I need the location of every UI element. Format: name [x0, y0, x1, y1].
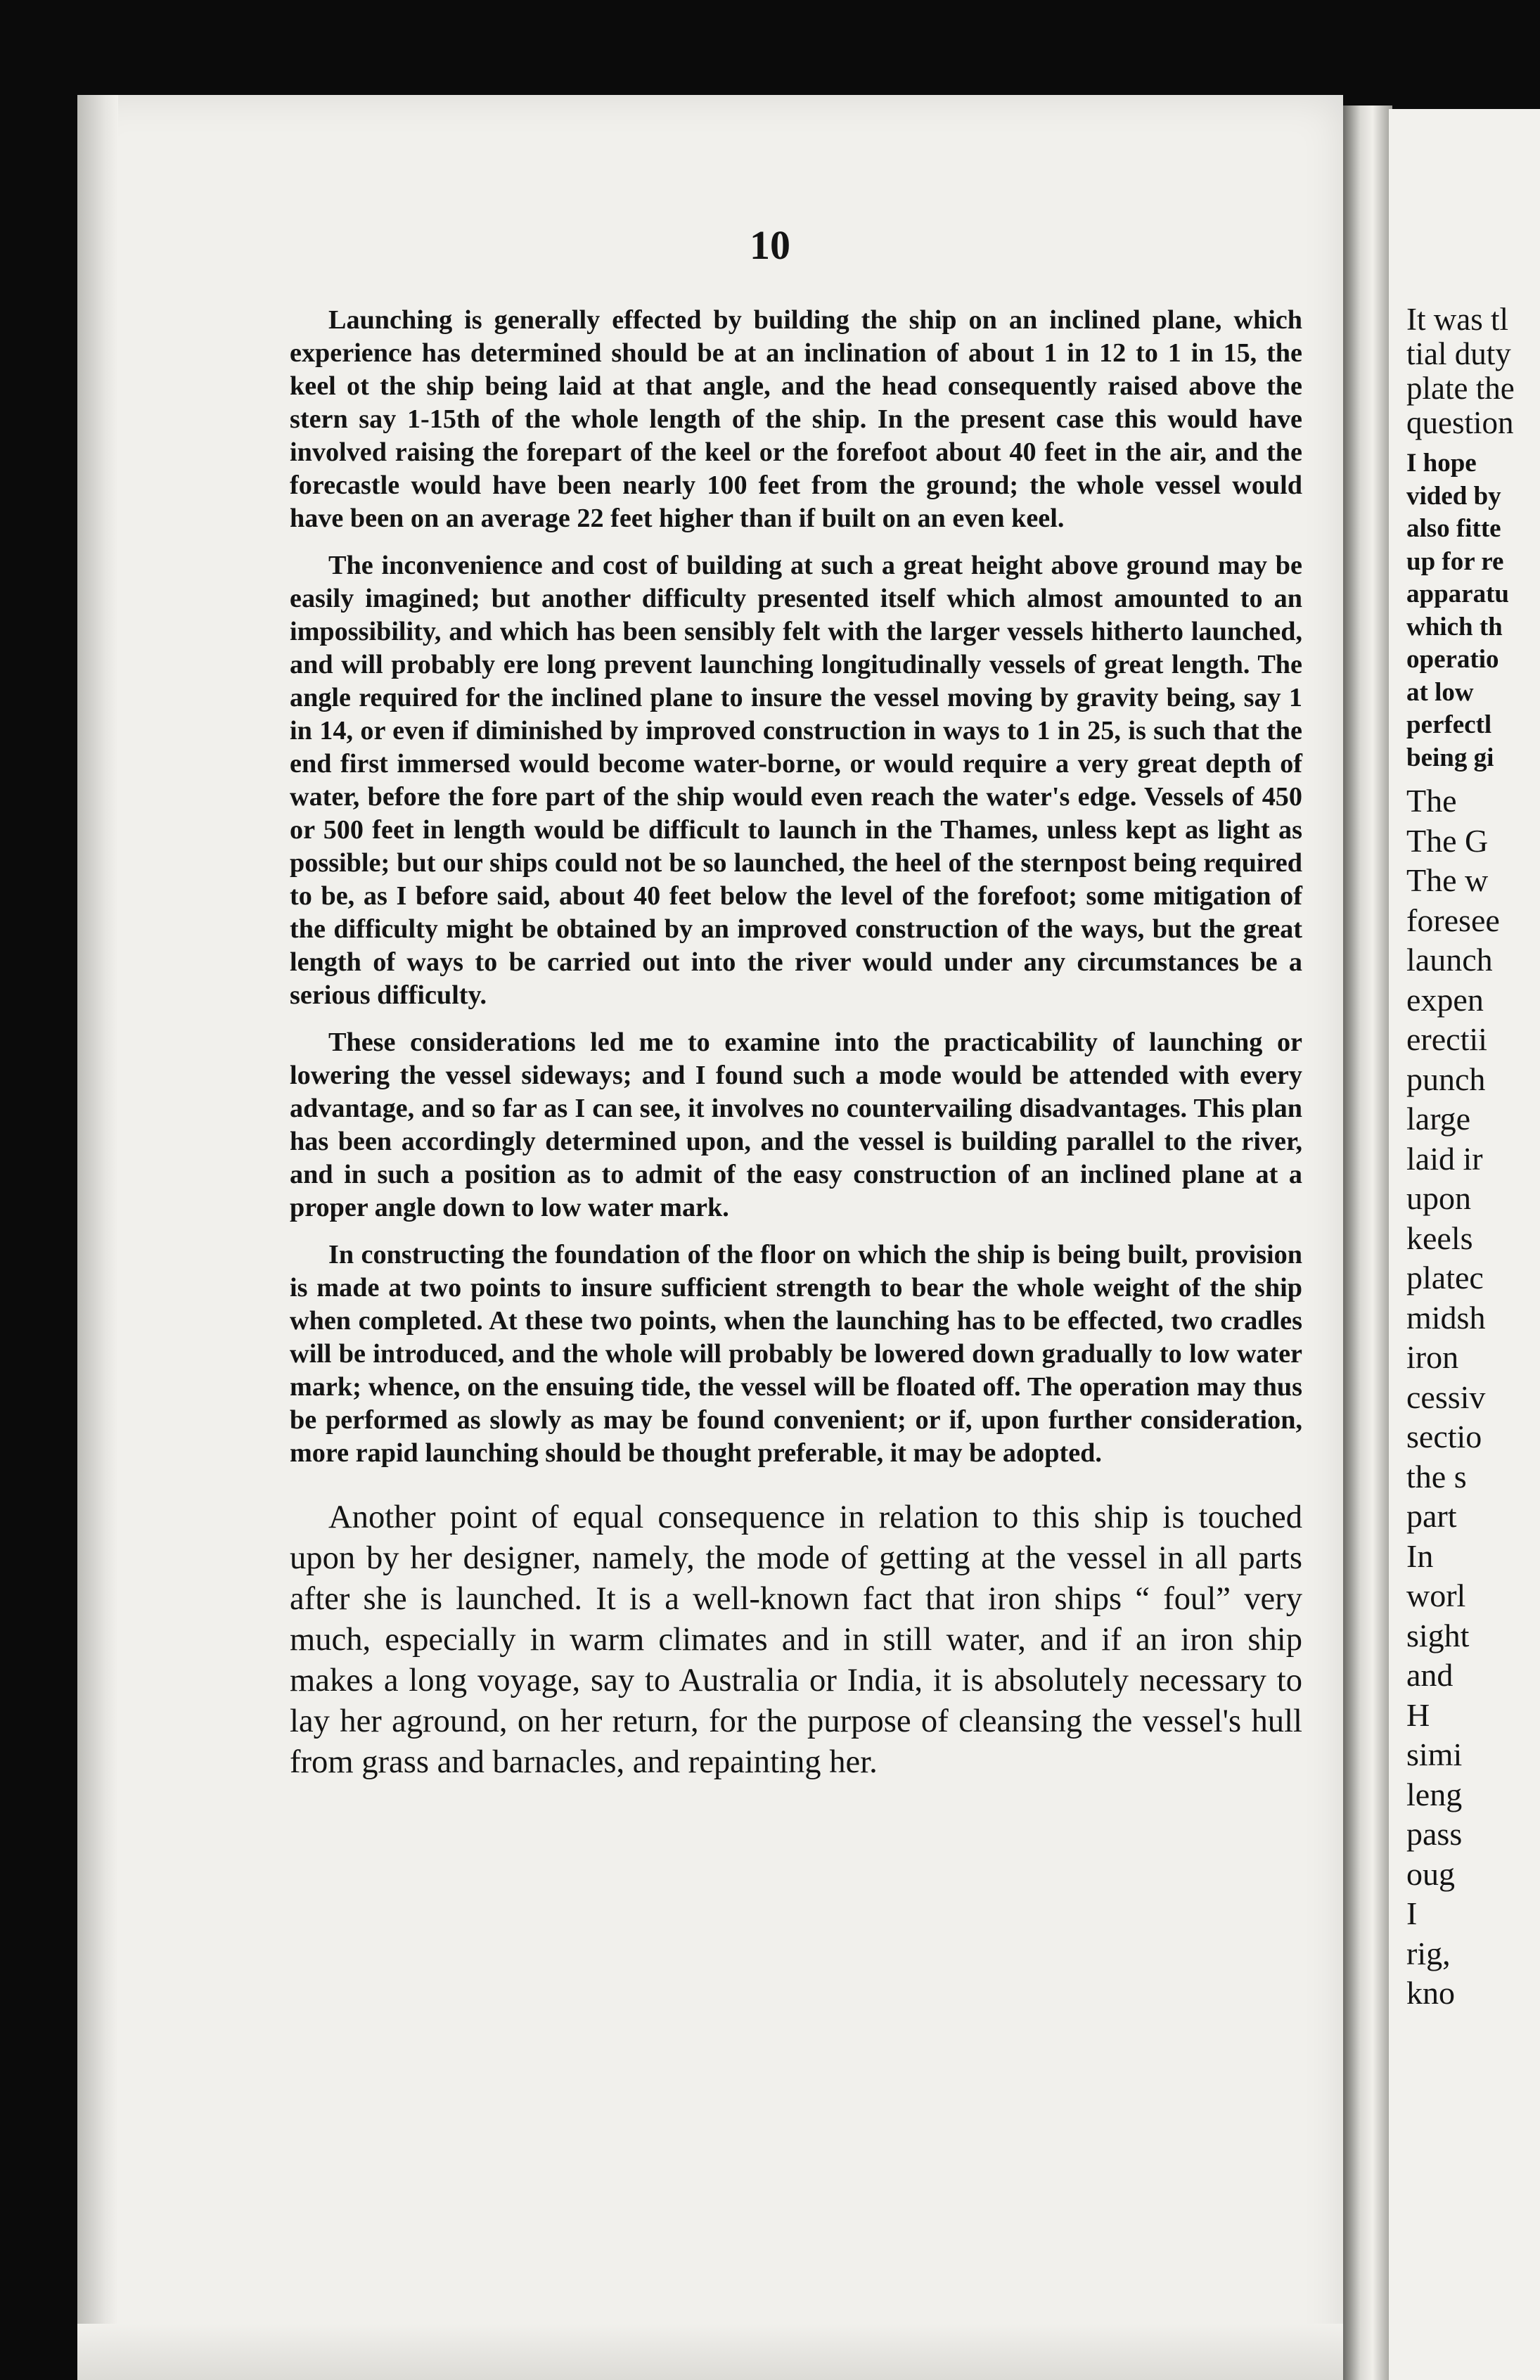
facing-line: launch: [1406, 942, 1493, 978]
facing-line: kno: [1406, 1975, 1455, 2011]
facing-line: keels: [1406, 1220, 1473, 1256]
book-gutter: [1343, 105, 1392, 2380]
facing-line: up for re: [1406, 546, 1504, 576]
facing-line: sight: [1406, 1617, 1470, 1653]
facing-line: question: [1406, 406, 1514, 440]
facing-line: H: [1406, 1696, 1430, 1733]
facing-page-text: [1406, 302, 1540, 2014]
facing-line: which th: [1406, 612, 1503, 641]
facing-line: worl: [1406, 1578, 1466, 1613]
facing-line: I hope: [1406, 449, 1477, 478]
paragraph-inconvenience: The inconvenience and cost of building at such a great height above ground may be easily imagined; but another difficulty presented itself which almost amounted to an impossibility, and which has been sensibly felt with the larger vessels hitherto launched, and will probably ere long prevent launching longitudinally vessels of great length. The angle required for the inclined plane to insure the vessel moving by gravity being, say 1 in 14, or even if diminished by improved construction in ways to 1 in 25, is such that the end first immersed would become water-borne, or would require a very great depth of water, before the fore part of the ship would even reach the water's edge. Vessels of 450 or 500 feet in length would be difficult to launch in the Thames, unless kept as light as possible; but our ships could not be so launched, the heel of the sternpost being required to be, as I before said, about 40 feet below the level of the forefoot; some mitigation of the difficulty might be obtained by an improved construction of the ways, but the great length of ways to be carried out into the river would under any circumstances be a serious difficulty.: [290, 551, 1302, 1010]
facing-line: at low: [1406, 677, 1474, 707]
facing-lines-small: [1406, 447, 1540, 774]
facing-lines-large: [1406, 781, 1540, 2014]
facing-line: being gi: [1406, 743, 1494, 772]
page-left-edge: [77, 95, 118, 2380]
facing-line: platec: [1406, 1260, 1484, 1295]
facing-line: large: [1406, 1101, 1471, 1137]
facing-line: tial duty: [1406, 337, 1511, 371]
facing-line: foresee: [1406, 902, 1500, 938]
facing-line: expen: [1406, 981, 1484, 1018]
paragraph-launching: Launching is generally effected by building the ship on an inclined plane, which experience has determined should be at an inclination of about 1 in 12 to 1 in 15, the keel ot the ship being laid at that angle, and the head consequently raised above the stern say 1-15th of the whole length of the ship. In the present case this would have involved raising the forepart of the keel or the forefoot about 40 feet in the air, and the forecastle would have been nearly 100 feet from the ground; the whole vessel would have been on an average 22 feet higher than if built on an even keel.: [290, 305, 1302, 533]
facing-line: and: [1406, 1657, 1454, 1693]
facing-line: I: [1406, 1895, 1418, 1931]
facing-line: vided by: [1406, 481, 1501, 511]
facing-line: In: [1406, 1537, 1434, 1574]
facing-line: laid ir: [1406, 1140, 1483, 1177]
facing-line: operatio: [1406, 645, 1499, 674]
facing-lines-top: [1406, 302, 1540, 440]
facing-line: It was tl: [1406, 302, 1508, 337]
facing-line: pass: [1406, 1816, 1463, 1852]
facing-line: erectii: [1406, 1021, 1487, 1057]
facing-line: apparatu: [1406, 580, 1509, 608]
facing-line: part: [1406, 1498, 1457, 1534]
facing-line: simi: [1406, 1736, 1463, 1772]
page-number: 10: [750, 222, 790, 268]
facing-line: The: [1406, 783, 1457, 819]
paragraph-considerations: These considerations led me to examine into the practicability of launching or lowering the vessel sideways; and I found such a mode would be attended with every advantage, and so far as I can see, it involves no countervailing disadvantages. This plan has been accordingly determined upon, and the vessel is building parallel to the river, and in such a position as to admit of the easy construction of an inclined plane at a proper angle down to low water mark.: [290, 1028, 1302, 1222]
facing-line: The w: [1406, 862, 1489, 898]
facing-line: sectio: [1406, 1419, 1482, 1454]
facing-line: punch: [1406, 1061, 1486, 1097]
paragraph-another-point: Another point of equal consequence in relation to this ship is touched upon by her designer, namely, the mode of getting at the vessel in all parts after she is launched. It is a well-known fact that iron ships “ foul” very much, especially in warm climates and in still water, and if an iron ship makes a long voyage, say to Australia or India, it is absolutely necessary to lay her aground, on her return, for the purpose of cleansing the vessel's hull from grass and barnacles, and repainting her.: [290, 1499, 1302, 1780]
facing-line: plate the: [1406, 371, 1515, 406]
page-bottom-edge: [77, 2324, 1343, 2380]
facing-line: oug: [1406, 1855, 1455, 1892]
body-text: [290, 304, 1302, 1782]
facing-line: also fitte: [1406, 514, 1501, 543]
facing-line: midsh: [1406, 1299, 1486, 1336]
facing-line: The G: [1406, 822, 1489, 859]
facing-line: the s: [1406, 1458, 1467, 1495]
facing-line: upon: [1406, 1180, 1471, 1216]
facing-line: cessiv: [1406, 1378, 1486, 1415]
facing-line: iron: [1406, 1339, 1459, 1375]
facing-line: perfectl: [1406, 710, 1492, 739]
facing-line: rig,: [1406, 1935, 1451, 1971]
paragraph-foundation: In constructing the foundation of the floor on which the ship is being built, provision is made at two points to insure sufficient strength to bear the whole weight of the ship when completed. At these two points, when the launching has to be effected, two cradles will be introduced, and the whole will probably be lowered down gradually to low water mark; whence, on the ensuing tide, the vessel will be floated off. The operation may thus be performed as slowly as may be found convenient; or if, upon further consideration, more rapid launching should be thought preferable, it may be adopted.: [290, 1240, 1302, 1468]
facing-line: leng: [1406, 1776, 1463, 1812]
